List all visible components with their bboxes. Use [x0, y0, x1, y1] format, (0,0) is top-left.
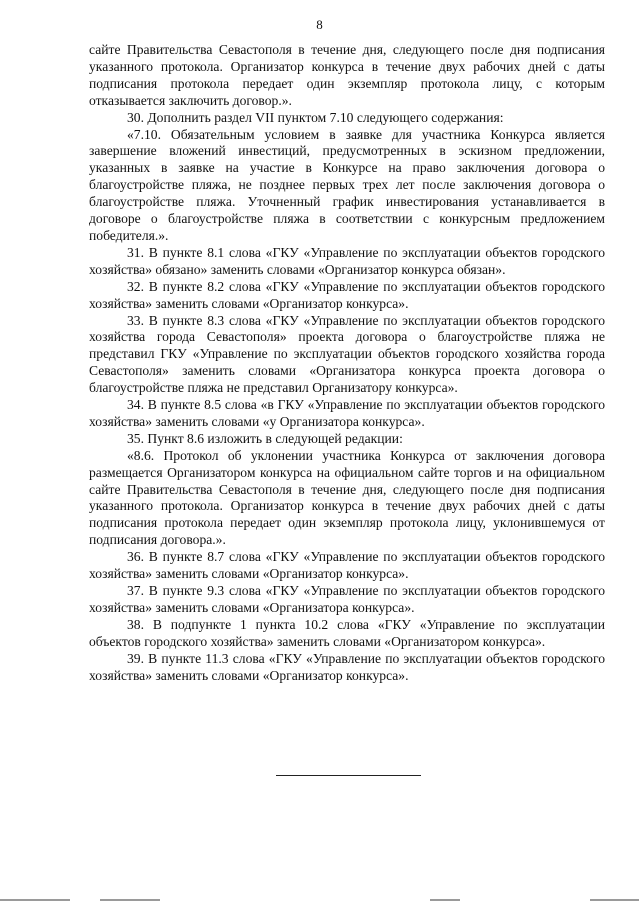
end-separator-line	[276, 775, 421, 776]
paragraph-clause-7-10: «7.10. Обязательным условием в заявке для участника Конкурса является завершение вложений инвестиций, предусмотренных в эскизном предложении, указанных в заявке на участие в Конкурсе на право заключения договора о благоустройстве пляжа, не позднее первых трех лет после заключения договора о благоустройстве пляжа. Уточненный график инвестирования устанавливается в договоре о благоустройстве пляжа в соответствии с конкурсным предложением победителя.».	[89, 126, 605, 243]
paragraph-item-30: 30. Дополнить раздел VII пунктом 7.10 следующего содержания:	[127, 109, 504, 125]
page-number: 8	[316, 17, 323, 32]
scan-edge-marks	[0, 899, 639, 902]
paragraph-item-32: 32. В пункте 8.2 слова «ГКУ «Управление по эксплуатации объектов городского хозяйства» заменить словами «Организатор конкурса».	[89, 278, 605, 311]
paragraph-item-35: 35. Пункт 8.6 изложить в следующей редакции:	[127, 430, 403, 446]
paragraph-item-33: 33. В пункте 8.3 слова «ГКУ «Управление по эксплуатации объектов городского хозяйства города Севастополя» проекта договора о благоустройстве пляжа не представил ГКУ «Управление по эксплуатации объектов городского хозяйства города Севастополя» заменить словами «Организатора конкурса проекта договора о благоустройстве пляжа не представил Организатору конкурса».	[89, 312, 605, 396]
paragraph-item-38: 38. В подпункте 1 пункта 10.2 слова «ГКУ «Управление по эксплуатации объектов городского хозяйства» заменить словами «Организатором конкурса».	[89, 616, 605, 649]
paragraph-item-39: 39. В пункте 11.3 слова «ГКУ «Управление по эксплуатации объектов городского хозяйства» заменить словами «Организатор конкурса».	[89, 650, 605, 683]
document-body	[89, 42, 605, 684]
paragraph-item-36: 36. В пункте 8.7 слова «ГКУ «Управление по эксплуатации объектов городского хозяйства» заменить словами «Организатор конкурса».	[89, 549, 605, 582]
paragraph-item-34: 34. В пункте 8.5 слова «в ГКУ «Управление по эксплуатации объектов городского хозяйства» заменить словами «у Организатора конкурса».	[89, 397, 605, 429]
paragraph-clause-8-6: «8.6. Протокол об уклонении участника Конкурса от заключения договора размещается Организатором конкурса на официальном сайте торгов и на официальном сайте Правительства Севастополя в течение дня, следующего после дня подписания указанного протокола. Организатор конкурса в течение двух рабочих дней с даты подписания протокола передает один экземпляр протокола лицу, уклонившемуся от подписания договора.».	[89, 447, 605, 548]
paragraph-item-37: 37. В пункте 9.3 слова «ГКУ «Управление по эксплуатации объектов городского хозяйства» заменить словами «Организатора конкурса».	[89, 583, 605, 615]
paragraph-item-31: 31. В пункте 8.1 слова «ГКУ «Управление по эксплуатации объектов городского хозяйства» обязано» заменить словами «Организатор конкурса обязан».	[89, 244, 605, 277]
paragraph-continuation: сайте Правительства Севастополя в течение дня, следующего после дня подписания указанного протокола. Организатор конкурса в течение двух рабочих дней с даты подписания протокола передает один экземпляр протокола лицу, с которым отказывается заключить договор.».	[89, 42, 605, 108]
